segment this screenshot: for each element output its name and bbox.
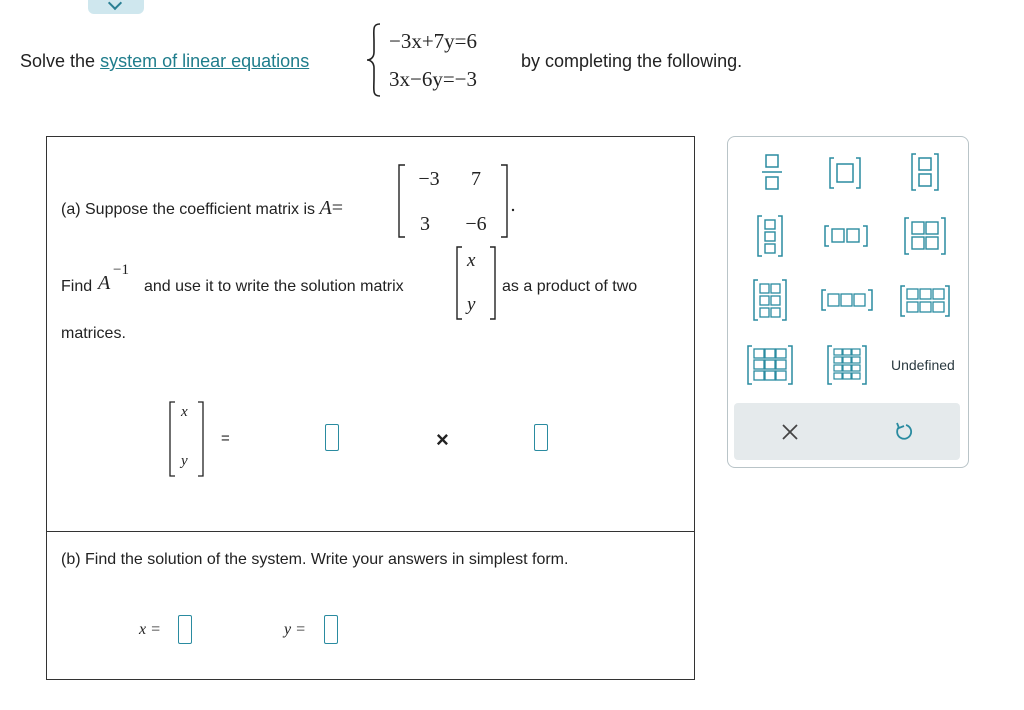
- fraction-icon[interactable]: [760, 152, 784, 192]
- solution-matrix-brackets: [455, 245, 497, 321]
- x-answer-input[interactable]: [178, 615, 192, 644]
- answer-equals: =: [221, 430, 230, 447]
- find-text: Find: [61, 278, 93, 295]
- matrices-text: matrices.: [61, 325, 126, 342]
- answer-y: y: [181, 453, 188, 469]
- product-text: as a product of two: [502, 278, 638, 295]
- matrix-1x1-icon[interactable]: [828, 156, 862, 190]
- question-prefix-text: Solve the: [20, 51, 96, 71]
- matrix-1x3-icon[interactable]: [820, 288, 874, 312]
- matrix-1x2-icon[interactable]: [823, 224, 869, 248]
- x-label: x =: [139, 621, 161, 638]
- inverse-var: A: [98, 272, 111, 294]
- matrix-2x1-icon[interactable]: [910, 152, 940, 192]
- matrix-cell-1-2: 7: [471, 168, 481, 190]
- equation-2: 3x−6y=−3: [389, 67, 478, 91]
- y-label: y =: [284, 621, 306, 638]
- matrix-3x2-icon[interactable]: [752, 278, 788, 322]
- solution-x: x: [467, 250, 476, 271]
- left-brace: [366, 22, 382, 98]
- part-a-suppose: [61, 197, 343, 220]
- part-a-panel: [46, 136, 695, 533]
- equals-text: =: [331, 197, 343, 219]
- matrix-2x2-icon[interactable]: [903, 216, 947, 256]
- matrix-var: A: [319, 197, 332, 219]
- system-link[interactable]: system of linear equations: [100, 51, 310, 71]
- matrix-2x3-icon[interactable]: [899, 284, 951, 318]
- inverse-exponent: −1: [113, 262, 129, 278]
- matrix-3x1-icon[interactable]: [756, 214, 784, 258]
- undefined-button[interactable]: Undefined: [891, 357, 955, 373]
- matrix-cell-2-1: 3: [420, 213, 430, 235]
- suppose-text: (a) Suppose the coefficient matrix is: [61, 201, 316, 218]
- part-b-instruction: (b) Find the solution of the system. Write your answers in simplest form.: [61, 551, 569, 568]
- answer-x: x: [181, 404, 188, 420]
- use-text: and use it to write the solution matrix: [144, 278, 404, 295]
- inverse-matrix-input[interactable]: [325, 424, 339, 451]
- collapse-tab[interactable]: [88, 0, 144, 14]
- close-icon[interactable]: [781, 423, 799, 441]
- equation-1: −3x+7y=6: [389, 29, 478, 53]
- matrix-cell-2-2: −6: [465, 213, 487, 235]
- question-suffix: by completing the following.: [521, 51, 743, 71]
- y-answer-input[interactable]: [324, 615, 338, 644]
- times-sign: ×: [436, 427, 449, 452]
- matrix-3x3-icon[interactable]: [746, 344, 794, 386]
- constant-matrix-input[interactable]: [534, 424, 548, 451]
- undo-icon[interactable]: [893, 421, 915, 443]
- question-prefix: [20, 51, 309, 72]
- solution-y: y: [467, 294, 476, 315]
- matrix-4x3-icon[interactable]: [826, 344, 868, 386]
- palette-actions: [734, 403, 960, 460]
- chevron-down-icon: [108, 0, 122, 10]
- matrix-cell-1-1: −3: [418, 168, 440, 190]
